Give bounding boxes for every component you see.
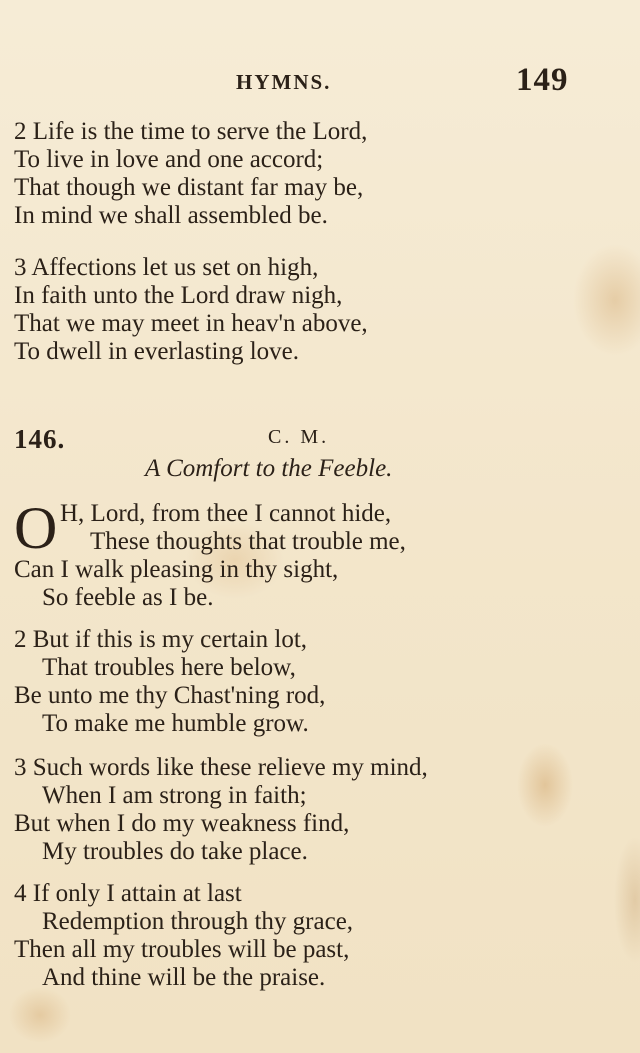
verse-line: When I am strong in faith;	[42, 782, 307, 809]
verse-line: 3 Affections let us set on high,	[14, 254, 319, 281]
running-header	[0, 62, 640, 102]
drop-cap: O	[14, 495, 58, 561]
verse-line: H, Lord, from thee I cannot hide,	[60, 500, 392, 527]
running-title: HYMNS.	[236, 70, 332, 94]
verse-line: That troubles here below,	[42, 654, 296, 681]
verse-line: In faith unto the Lord draw nigh,	[14, 282, 343, 309]
verse-line: But when I do my weakness find,	[14, 810, 350, 837]
verse-line: 2 But if this is my certain lot,	[14, 626, 308, 653]
verse-line: Can I walk pleasing in thy sight,	[14, 556, 339, 583]
page-number: 149	[516, 62, 569, 98]
verse-line: Be unto me thy Chast'ning rod,	[14, 682, 326, 709]
prev-hymn-stanza-2	[14, 118, 614, 230]
verse-line: 3 Such words like these relieve my mind,	[14, 754, 428, 781]
hymn-number: 146.	[14, 424, 66, 454]
verse-line: And thine will be the praise.	[42, 964, 326, 991]
hymn-heading	[0, 424, 640, 454]
hymn-stanza-2	[14, 626, 614, 738]
hymn-meter: C. M.	[268, 426, 330, 448]
verse-line: Redemption through thy grace,	[42, 908, 354, 935]
verse-line: Then all my troubles will be past,	[14, 936, 350, 963]
verse-line: So feeble as I be.	[42, 584, 214, 611]
hymn-stanza-1	[14, 495, 614, 612]
hymn-title: A Comfort to the Feeble.	[145, 455, 393, 482]
hymn-stanza-4	[14, 880, 614, 992]
verse-line: These thoughts that trouble me,	[90, 528, 406, 555]
verse-line: In mind we shall assembled be.	[14, 202, 328, 229]
verse-line: That we may meet in heav'n above,	[14, 310, 368, 337]
prev-hymn-stanza-3	[14, 254, 614, 366]
verse-line: To live in love and one accord;	[14, 146, 324, 173]
verse-line: 4 If only I attain at last	[14, 880, 242, 907]
verse-line: My troubles do take place.	[42, 838, 308, 865]
verse-line: That though we distant far may be,	[14, 174, 364, 201]
verse-line: 2 Life is the time to serve the Lord,	[14, 118, 368, 145]
hymn-stanza-3	[14, 754, 614, 866]
verse-line: To make me humble grow.	[42, 710, 309, 737]
verse-line: To dwell in everlasting love.	[14, 338, 299, 365]
